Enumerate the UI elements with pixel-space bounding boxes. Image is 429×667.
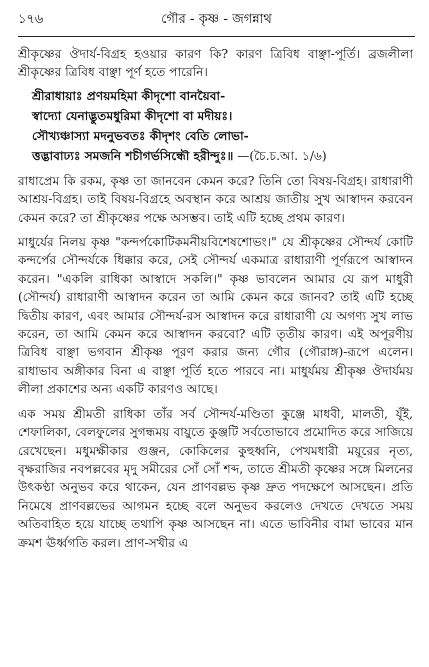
paragraph-2: রাধাপ্রেম কি রকম, কৃষ্ণ তা জানবেন কেমন করে? তিনি তো বিষয়-বিগ্রহ। রাধারাণী আশ্রয়-বিগ্রহ। তাই বিষয়-বিগ্রহে অবস্থান করে আশ্রয় জাতীয় সুখ আস্বাদন করবেন কেমন করে? তা শ্রীকৃষ্ণের পক্ষে অসম্ভব। তাই এটি হচ্ছে প্রথম কারণ।: [18, 173, 413, 225]
page-number: ১৭৬: [18, 12, 44, 27]
sanskrit-verse: [32, 86, 413, 166]
page-body: [18, 45, 415, 552]
verse-line-1: শ্রীরাধায়াঃ প্রণয়মহিমা কীদৃশো বানয়ৈবা-: [32, 88, 226, 103]
verse-line-4-text: ত্তদ্ভাবাঢ্যঃ সমজনি শচীগর্ভসিন্ধৌ হরীন্দুঃ॥: [32, 148, 234, 163]
verse-citation: —(চৈ.চ.আ. ১/৬): [233, 148, 327, 163]
page-header: [18, 10, 415, 32]
header-rule: [18, 36, 415, 37]
running-title: গৌর - কৃষ্ণ - জগন্নাথ: [161, 12, 272, 27]
paragraph-4: এক সময় শ্রীমতী রাধিকা তাঁর সর্ব সৌন্দর্য-মণ্ডিতা কুঞ্জে মাধবী, মালতী, যূঁই, শেফালিকা, বেলফুলের সুগন্ধময় বায়ুতে কুঞ্জটি সর্বতোভাবে প্রমোদিত করে সাজিয়ে রেখেছেন। মধুমক্ষীকার গুঞ্জন, কোকিলের কুহুধ্বনি, পেখমধারী ময়ূরের নৃত্য, বৃক্ষরাজির নবপল্লবের মৃদু সমীরের সোঁ সোঁ শব্দ, তাতে শ্রীমতী কৃষ্ণের সঙ্গে মিলনের উৎকণ্ঠা অনুভব করে থাকেন, যেন প্রাণবল্লভ কৃষ্ণ দ্রুত পদক্ষেপে আসছেন। প্রতি নিমেষে প্রাণবল্লভের আগমন হচ্ছে বলে অনুভব করলেও দেখতে দেখতে সময় অতিবাহিত হয়ে যাচ্ছে তথাপি কৃষ্ণ আসছেন না। এতে ভাবিনীর বামা ভাবের মান ক্রমশ ঊর্ধ্বগতি করল। প্রাণ-সখীর এ: [18, 406, 413, 550]
paragraph-3: মাধুর্যের নিলয় কৃষ্ণ "কন্দর্পকোটিকমনীয়বিশেষশোভং।" যে শ্রীকৃষ্ণের সৌন্দর্য কোটি কন্দর্পের সৌন্দর্যকে ধিক্কার করে, সেই সৌন্দর্য একমাত্র রাধারাণী পূর্ণরূপে আস্বাদন করেন। "একলি রাধিকা আস্বাদে সকলি।" কৃষ্ণ ভাবলেন আমার যে রূপ মাধুরী (সৌন্দর্য) রাধারাণী আস্বাদন করেন তা আমি কেমন করে জানব? তাই এটি হচ্ছে দ্বিতীয় কারণ, এবং আমার সৌন্দর্য-রস আস্বাদন করে রাধারাণী যে অগণ্য সুখ লাভ করেন, তা আমি কেমন করে আস্বাদন করবো? এটি তৃতীয় কারণ। এই অপূরণীয় ত্রিবিধ বাঞ্ছা ভগবান শ্রীকৃষ্ণ পূরণ করার জন্য গৌর (গৌরাঙ্গ)-রূপে এলেন। রাধাভাব অঙ্গীকার বিনা এ বাঞ্ছা পূর্তি হতে পারবে না। মাধুর্যময় শ্রীকৃষ্ণ ঔদার্যময় লীলা প্রকাশের অন্য একটি কারণও আছে।: [18, 235, 413, 397]
verse-line-3: সৌখ্যঞ্চাস্যা মদনুভবতঃ কীদৃশং বেতি লোভা-: [32, 128, 249, 143]
verse-line-4: [32, 146, 413, 166]
paragraph-1: শ্রীকৃষ্ণের ঔদার্য-বিগ্রহ হওয়ার কারণ কি? কারণ ত্রিবিধ বাঞ্ছা-পূর্তি। ব্রজলীলা শ্রীকৃষ্ণের ত্রিবিধ বাঞ্ছা পূর্ণ হতে পারেনি।: [18, 47, 413, 80]
verse-line-2: স্বাদ্যো যেনাদ্ভুতমধুরিমা কীদৃশো বা মদীয়ঃ।: [32, 108, 233, 123]
